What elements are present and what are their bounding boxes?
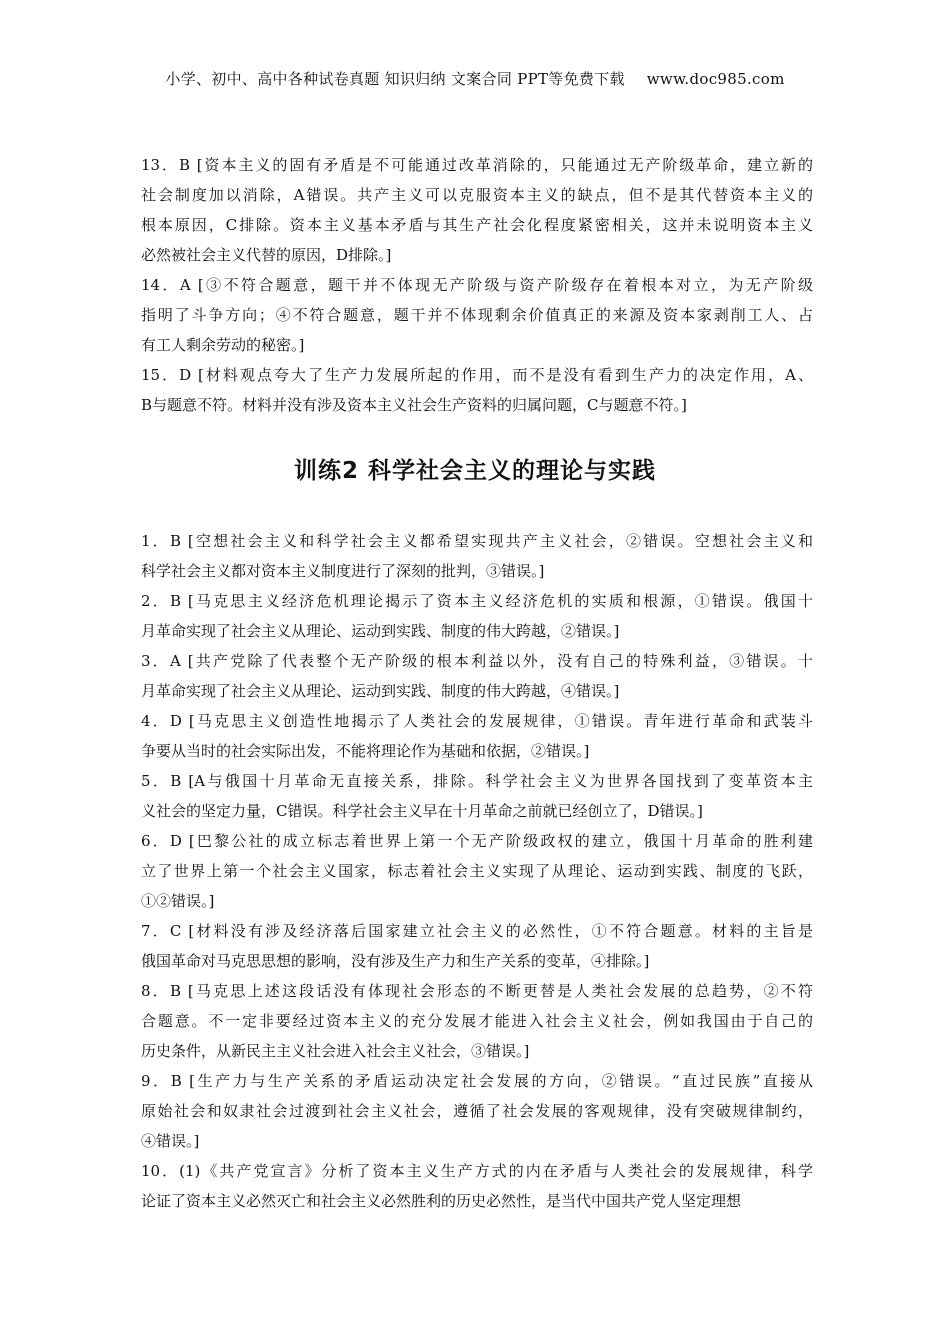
answer-line: 原始社会和奴隶社会过渡到社会主义社会，遵循了社会发展的客观规律，没有突破规律制约，: [141, 1102, 813, 1120]
answer-line: 15．D [材料观点夸大了生产力发展所起的作用，而不是没有看到生产力的决定作用，A、: [141, 366, 813, 384]
answer-line: 6．D [巴黎公社的成立标志着世界上第一个无产阶级政权的建立，俄国十月革命的胜利建: [141, 832, 813, 850]
answer-line: 立了世界上第一个社会主义国家，标志着社会主义实现了从理论、运动到实践、制度的飞跃，: [141, 862, 813, 880]
answer-item: [141, 766, 813, 826]
answer-line: 13．B [资本主义的固有矛盾是不可能通过改革消除的，只能通过无产阶级革命，建立新的: [141, 156, 813, 174]
header-site-url[interactable]: www.doc985.com: [646, 70, 785, 88]
answer-item: [141, 150, 813, 270]
answer-line: 10．(1)《共产党宣言》分析了资本主义生产方式的内在矛盾与人类社会的发展规律，科学: [141, 1162, 813, 1180]
answer-item: [141, 1066, 813, 1156]
header-text: 小学、初中、高中各种试卷真题 知识归纳 文案合同 PPT等免费下载: [165, 70, 625, 88]
section-title: 训练2 科学社会主义的理论与实践: [293, 458, 656, 484]
answers-section-2: [141, 526, 813, 1216]
answer-item: [141, 1156, 813, 1216]
answer-line: 5．B [A与俄国十月革命无直接关系，排除。科学社会主义为世界各国找到了变革资本主: [141, 772, 813, 790]
answer-line: 合题意。不一定非要经过资本主义的充分发展才能进入社会主义社会，例如我国由于自己的: [141, 1012, 813, 1030]
answer-line: 必然被社会主义代替的原因，D排除。]: [141, 246, 392, 264]
answer-item: [141, 360, 813, 420]
answer-line: 月革命实现了社会主义从理论、运动到实践、制度的伟大跨越，②错误。]: [141, 622, 620, 640]
answer-line: 8．B [马克思上述这段话没有体现社会形态的不断更替是人类社会发展的总趋势，②不符: [141, 982, 813, 1000]
answer-item: [141, 826, 813, 916]
answer-line: 14．A [③不符合题意，题干并不体现无产阶级与资产阶级存在着根本对立，为无产阶级: [141, 276, 813, 294]
answer-item: [141, 270, 813, 360]
answer-line: 历史条件，从新民主主义社会进入社会主义社会，③错误。]: [141, 1042, 530, 1060]
answer-item: [141, 706, 813, 766]
answer-line: 4．D [马克思主义创造性地揭示了人类社会的发展规律，①错误。青年进行革命和武装斗: [141, 712, 813, 730]
answers-section-1: [141, 150, 813, 420]
answer-line: B与题意不符。材料并没有涉及资本主义社会生产资料的归属问题，C与题意不符。]: [141, 396, 687, 414]
answer-line: 9．B [生产力与生产关系的矛盾运动决定社会发展的方向，②错误。“直过民族”直接从: [141, 1072, 813, 1090]
answer-item: [141, 976, 813, 1066]
answer-line: ①②错误。]: [141, 892, 215, 910]
answer-item: [141, 586, 813, 646]
answer-item: [141, 646, 813, 706]
answer-line: 有工人剩余劳动的秘密。]: [141, 336, 305, 354]
answer-line: 指明了斗争方向；④不符合题意，题干并不体现剩余价值真正的来源及资本家剥削工人、占: [141, 306, 813, 324]
answer-line: 义社会的坚定力量，C错误。科学社会主义早在十月革命之前就已经创立了，D错误。]: [141, 802, 703, 820]
answer-item: [141, 916, 813, 976]
answer-line: 争要从当时的社会实际出发，不能将理论作为基础和依据，②错误。]: [141, 742, 590, 760]
answer-line: 7．C [材料没有涉及经济落后国家建立社会主义的必然性，①不符合题意。材料的主旨是: [141, 922, 813, 940]
answer-line: 论证了资本主义必然灭亡和社会主义必然胜利的历史必然性，是当代中国共产党人坚定理想: [141, 1192, 742, 1210]
answer-line: 科学社会主义都对资本主义制度进行了深刻的批判，③错误。]: [141, 562, 545, 580]
answer-line: 根本原因，C排除。资本主义基本矛盾与其生产社会化程度紧密相关，这并未说明资本主义: [141, 216, 813, 234]
answer-line: 社会制度加以消除，A错误。共产主义可以克服资本主义的缺点，但不是其代替资本主义的: [141, 186, 813, 204]
answer-line: 1．B [空想社会主义和科学社会主义都希望实现共产主义社会，②错误。空想社会主义和: [141, 532, 813, 550]
answer-line: 2．B [马克思主义经济危机理论揭示了资本主义经济危机的实质和根源，①错误。俄国十: [141, 592, 813, 610]
answer-line: 3．A [共产党除了代表整个无产阶级的根本利益以外，没有自己的特殊利益，③错误。十: [141, 652, 813, 670]
answer-line: ④错误。]: [141, 1132, 200, 1150]
page-header: [0, 68, 950, 89]
answer-line: 月革命实现了社会主义从理论、运动到实践、制度的伟大跨越，④错误。]: [141, 682, 620, 700]
answer-line: 俄国革命对马克思思想的影响，没有涉及生产力和生产关系的变革，④排除。]: [141, 952, 650, 970]
answer-item: [141, 526, 813, 586]
